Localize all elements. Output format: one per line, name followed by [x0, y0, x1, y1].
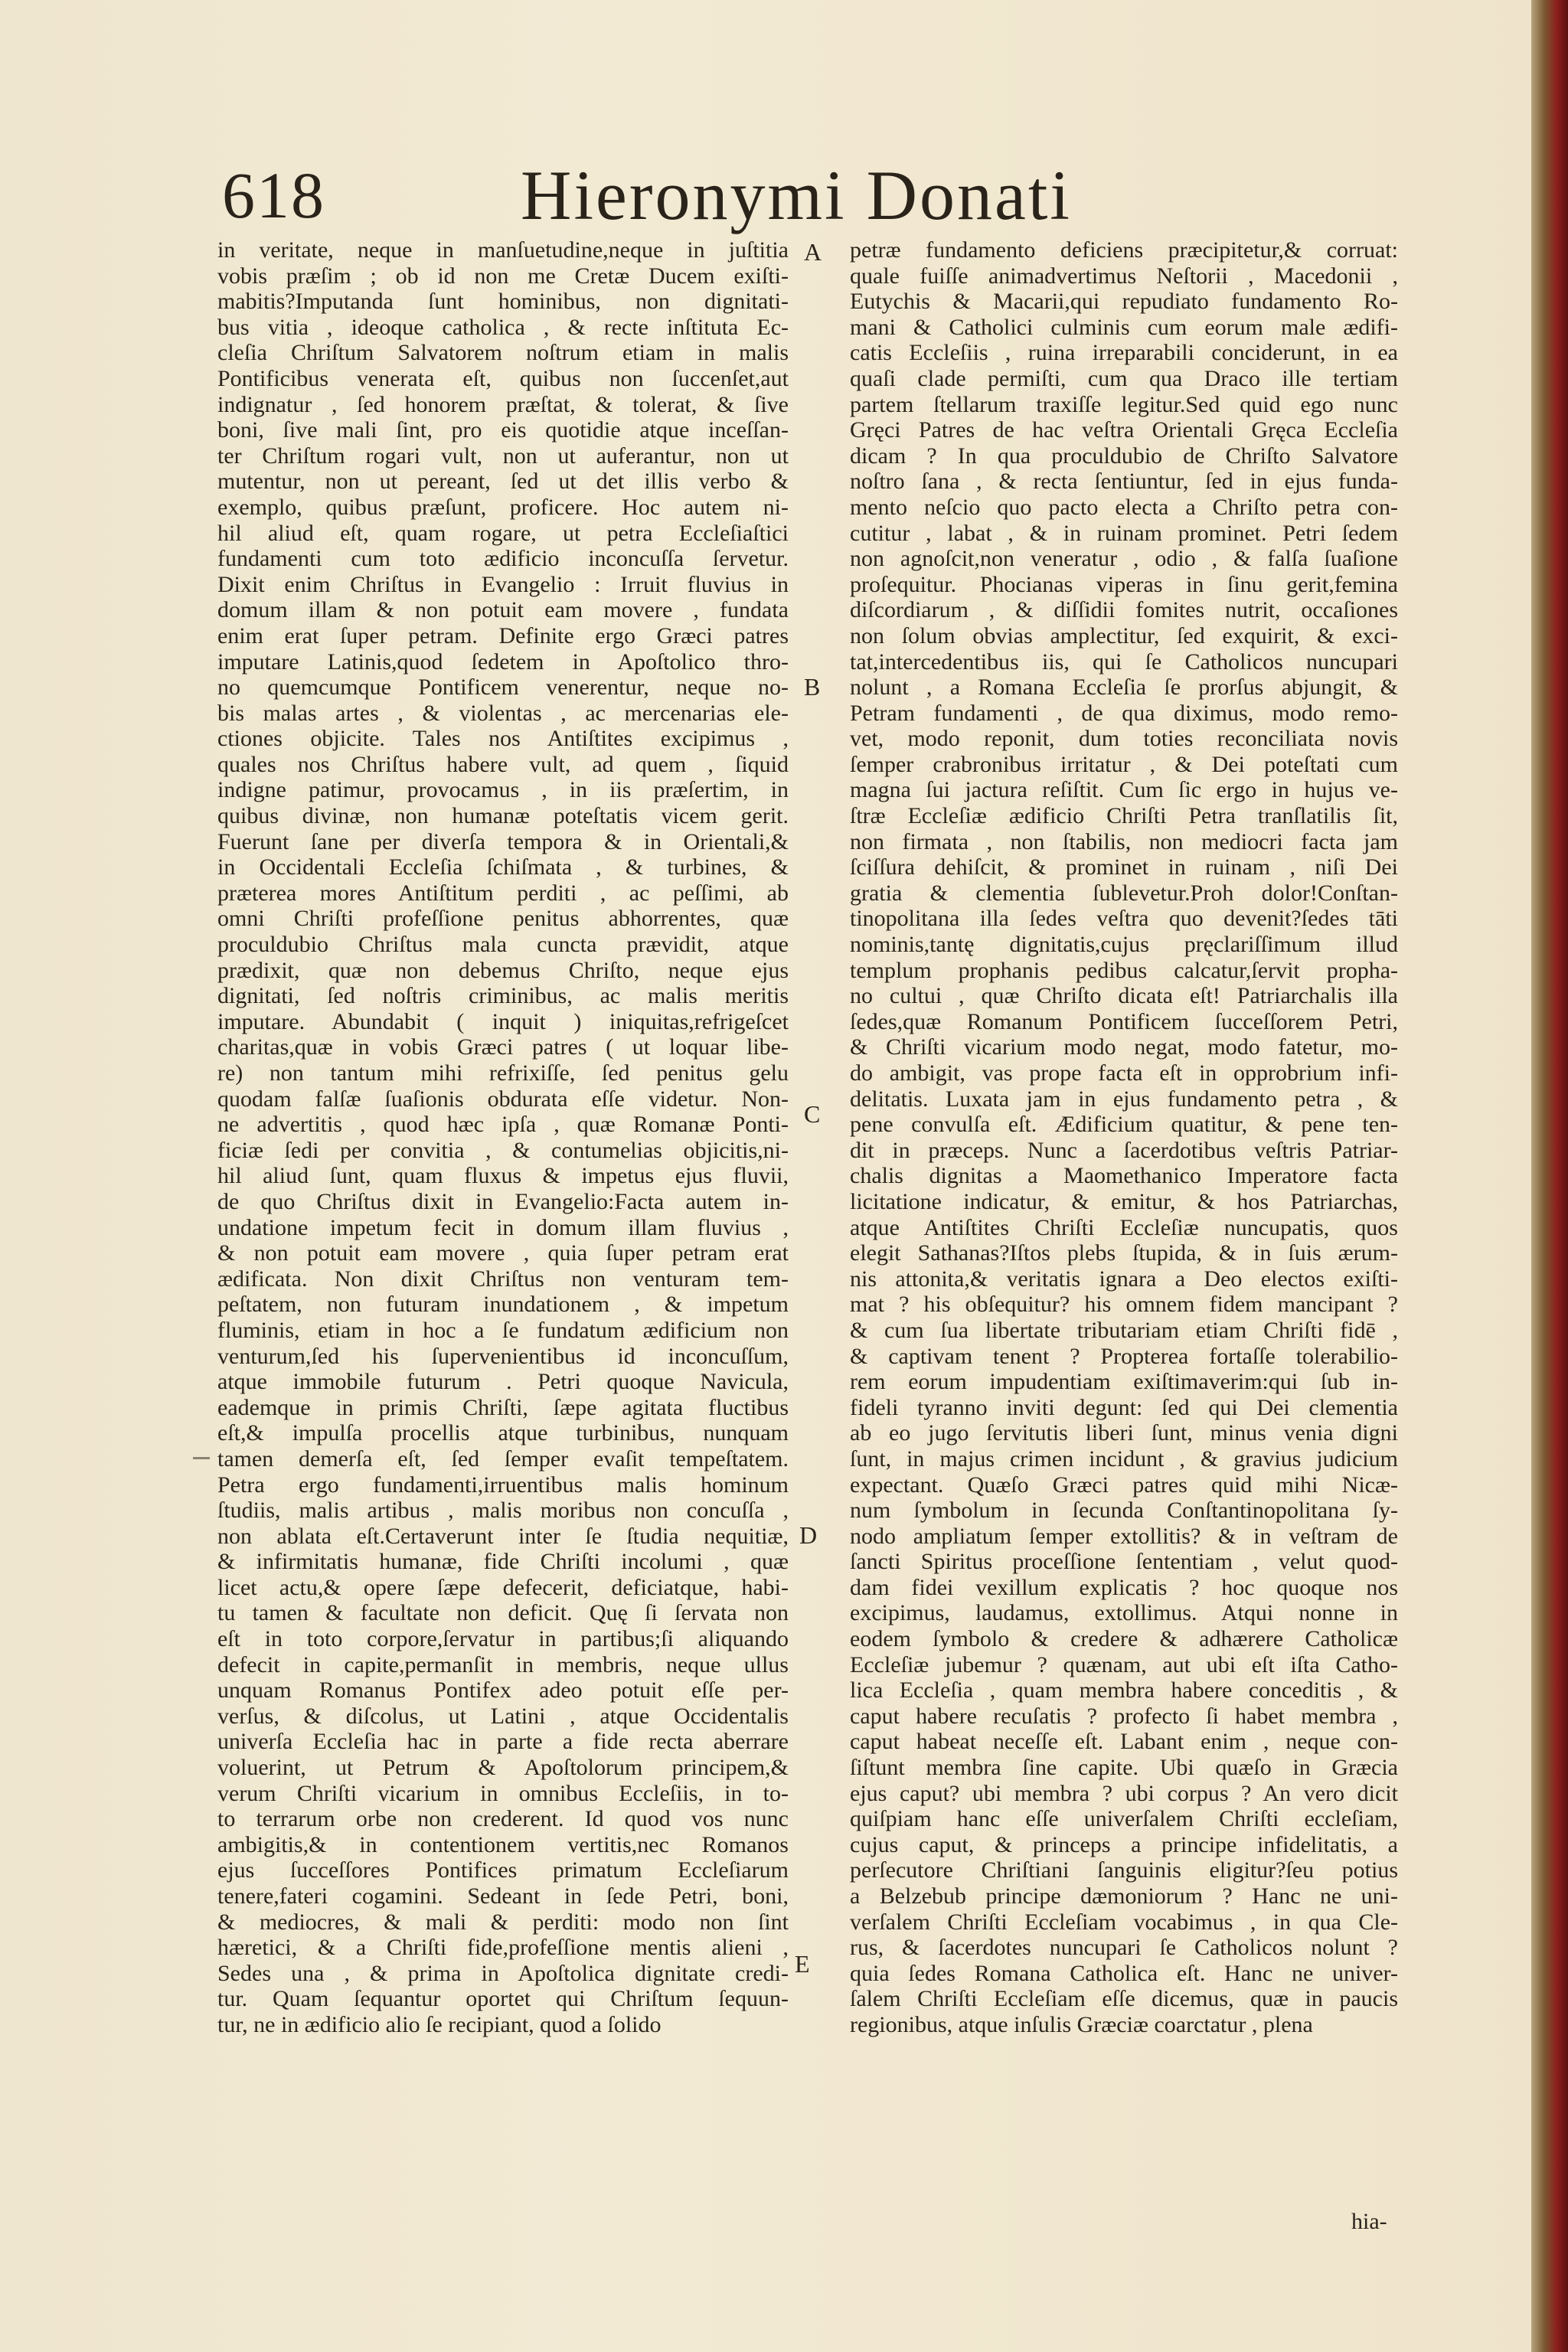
left-column-line: peſtatem, non futuram inundationem , & impetum	[217, 1292, 789, 1318]
left-column-line: tu tamen & facultate non deficit. Quę ſi ſervata non	[217, 1600, 789, 1626]
margin-letter-e: E	[795, 1950, 810, 1978]
right-column-line: atque Antiſtites Chriſti Eccleſiæ nuncupatis, quos	[850, 1214, 1398, 1240]
right-column-line: Petram fundamenti , de qua diximus, modo remo-	[850, 700, 1398, 726]
left-column-line: mabitis?Imputanda ſunt hominibus, non dignitati-	[217, 289, 789, 315]
right-column-line: cutitur , labat , & in ruinam prominet. Petri ſedem	[850, 520, 1398, 546]
right-column-line: mani & Catholici culminis cum eorum male ædifi-	[850, 314, 1398, 340]
left-column-line: & infirmitatis humanæ, fide Chriſti incolumi , quæ	[217, 1549, 789, 1575]
left-column-line: ſtudiis, malis artibus , malis moribus non concuſſa ,	[217, 1498, 789, 1524]
left-column-line: licet actu,& opere ſæpe defecerit, deficiatque, habi-	[217, 1574, 789, 1600]
right-column-line: non agnoſcit,non veneratur , odio , & falſa ſuaſione	[850, 546, 1398, 572]
left-column-line: hil aliud eſt, quam rogare, ut petra Eccleſiaſtici	[217, 520, 789, 546]
right-column-line: non ſolum obvias amplectitur, ſed exquirit, & exci-	[850, 622, 1398, 648]
right-column-line: magna ſui jactura reſiſtit. Cum ſic ergo in hujus ve-	[850, 777, 1398, 803]
left-column-line: enim erat ſuper petram. Definite ergo Græci patres	[217, 622, 789, 648]
left-column-line: quibus divinæ, non humanæ poteſtatis vicem gerit.	[217, 803, 789, 829]
right-column-line: mat ? his obſequitur? his omnem fidem mancipant ?	[850, 1292, 1398, 1318]
left-column-line: venturum,ſed his ſupervenientibus id inconcuſſum,	[217, 1343, 789, 1369]
right-column-line: a Belzebub principe dæmoniorum ? Hanc ne uni-	[850, 1883, 1398, 1909]
right-column-line: ab eo jugo ſervitutis liberi ſunt, minus venia digni	[850, 1420, 1398, 1446]
left-column-line: bis malas artes , & violentas , ac mercenarias ele-	[217, 700, 789, 726]
left-column-line: de quo Chriſtus dixit in Evangelio:Facta autem in-	[217, 1188, 789, 1214]
right-column-line: ſedes,quæ Romanum Pontificem ſucceſſorem Petri,	[850, 1008, 1398, 1034]
left-column-line: præterea mores Antiſtitum perditi , ac peſſimi, ab	[217, 880, 789, 906]
right-column-line: ſemper crabronibus irritatur , & Dei poteſtati cum	[850, 751, 1398, 777]
left-column-line: in Occidentali Eccleſia ſchiſmata , & turbines, &	[217, 854, 789, 880]
left-column-line: in veritate, neque in manſuetudine,neque in juſtitia	[217, 237, 789, 263]
right-column-line: excipimus, laudamus, extollimus. Atqui nonne in	[850, 1600, 1398, 1626]
left-column-line: ejus ſucceſſores Pontifices primatum Eccleſiarum	[217, 1857, 789, 1883]
left-column-line: dignitati, ſed noſtris criminibus, ac malis meritis	[217, 983, 789, 1009]
left-column-line: fundamenti cum toto ædificio inconcuſſa ſervetur.	[217, 546, 789, 572]
left-column-line: & mediocres, & mali & perditi: modo non ſint	[217, 1909, 789, 1935]
right-text-column	[850, 237, 1398, 2038]
left-column-line: ctiones objicite. Tales nos Antiſtites excipimus ,	[217, 726, 789, 752]
right-column-line: quiſpiam hanc eſſe univerſalem Chriſti eccleſiam,	[850, 1806, 1398, 1832]
right-column-line: quaſi clade permiſti, cum qua Draco ille tertiam	[850, 365, 1398, 391]
page-header	[222, 156, 1072, 234]
right-column-line: verſalem Chriſti Eccleſiam vocabimus , in qua Cle-	[850, 1909, 1398, 1935]
left-column-line: univerſa Eccleſia hac in parte a fide recta aberrare	[217, 1729, 789, 1755]
right-column-line: quale fuiſſe animadvertimus Neſtorii , Macedonii ,	[850, 263, 1398, 289]
running-head: Hieronymi Donati	[521, 156, 1072, 234]
right-column-line: templum prophanis pedibus calcatur,ſervit propha-	[850, 957, 1398, 983]
right-column-line: ſtræ Eccleſiæ ædificio Chriſti Petra tranſlatilis ſit,	[850, 803, 1398, 829]
pencil-mark	[193, 1457, 210, 1459]
left-column-line: tur. Quam ſequantur oportet qui Chriſtum ſequun-	[217, 1986, 789, 2012]
left-text-column	[217, 237, 789, 2038]
left-column-line: Dixit enim Chriſtus in Evangelio : Irruit fluvius in	[217, 571, 789, 597]
left-column-line: eſt in toto corpore,ſervatur in partibus;ſi aliquando	[217, 1626, 789, 1652]
right-column-line: nis attonita,& veritatis ignara a Deo electos exiſti-	[850, 1266, 1398, 1292]
left-column-line: atque immobile futurum . Petri quoque Navicula,	[217, 1369, 789, 1395]
right-column-line: elegit Sathanas?Iſtos plebs ſtupida, & in ſuis ærum-	[850, 1240, 1398, 1266]
right-column-line: delitatis. Luxata jam in ejus fundamento petra , &	[850, 1086, 1398, 1112]
right-column-line: & captivam tenent ? Propterea fortaſſe tolerabilio-	[850, 1343, 1398, 1369]
right-column-line: tinopolitana illa ſedes veſtra quo devenit?ſedes tāti	[850, 906, 1398, 932]
left-column-line: quodam falſæ ſuaſionis obdurata eſſe videtur. Non-	[217, 1086, 789, 1112]
right-column-line: petræ fundamento deficiens præcipitetur,& corruat:	[850, 237, 1398, 263]
right-column-line: noſtro ſana , & recta ſentiuntur, ſed in ejus funda-	[850, 469, 1398, 495]
right-column-line: proſequitur. Phocianas viperas in ſinu gerit,femina	[850, 571, 1398, 597]
catchword: hia-	[1351, 2209, 1387, 2234]
right-column-line: dicam ? In qua proculdubio de Chriſto Salvatore	[850, 443, 1398, 469]
left-column-line: non ablata eſt.Certaverunt inter ſe ſtudia nequitiæ,	[217, 1523, 789, 1549]
left-column-line: boni, ſive mali ſint, pro eis quotidie atque inceſſan-	[217, 417, 789, 443]
left-column-line: no quemcumque Pontificem venerentur, neque no-	[217, 675, 789, 701]
right-column-line: rem eorum impudentiam exiſtimaverim:qui ſub in-	[850, 1369, 1398, 1395]
left-column-line: ficiæ ſedi per convitia , & contumelias objicitis,ni-	[217, 1137, 789, 1163]
left-column-line: imputare. Abundabit ( inquit ) iniquitas,refrigeſcet	[217, 1008, 789, 1034]
right-column-line: dit in præceps. Nunc a ſacerdotibus veſtris Patriar-	[850, 1137, 1398, 1163]
right-column-line: nominis,tantę dignitatis,cujus pręclariſſimum illud	[850, 932, 1398, 958]
right-column-line: pene convulſa eſt. Ædificium quatitur, & pene ten-	[850, 1112, 1398, 1138]
right-column-line: & cum ſua libertate tributariam etiam Chriſti fidē ,	[850, 1317, 1398, 1343]
left-column-line: imputare Latinis,quod ſedetem in Apoſtolico thro-	[217, 648, 789, 675]
right-column-line: nodo ampliatum ſemper extollitis? & in veſtram de	[850, 1523, 1398, 1549]
right-column-line: chalis dignitas a Maomethanico Imperatore facta	[850, 1163, 1398, 1189]
right-column-line: licitatione indicatur, & emitur, & hos Patriarchas,	[850, 1188, 1398, 1214]
left-column-line: hæretici, & a Chriſti fide,profeſſione mentis alieni ,	[217, 1935, 789, 1961]
margin-letter-a: A	[804, 238, 822, 266]
right-column-line: ejus caput? ubi membra ? ubi corpus ? An vero dicit	[850, 1780, 1398, 1806]
left-column-line: eademque in primis Chriſti, ſæpe agitata fluctibus	[217, 1394, 789, 1420]
left-column-line: unquam Romanus Pontifex adeo potuit eſſe per-	[217, 1677, 789, 1704]
left-column-line: eſt,& impulſa procellis atque turbinibus, nunquam	[217, 1420, 789, 1446]
left-column-line: tamen demerſa eſt, ſed ſemper evaſit tempeſtatem.	[217, 1446, 789, 1472]
left-column-line: proculdubio Chriſtus mala cuncta prævidit, atque	[217, 932, 789, 958]
left-column-line: ambigitis,& in contentionem vertitis,nec Romanos	[217, 1831, 789, 1857]
left-column-line: ædificata. Non dixit Chriſtus non venturam tem-	[217, 1266, 789, 1292]
left-column-line: hil aliud ſunt, quam fluxus & impetus ejus fluvii,	[217, 1163, 789, 1189]
right-column-line: fideli tyranno inviti degunt: ſed qui Dei clementia	[850, 1394, 1398, 1420]
right-column-line: caput habeat neceſſe eſt. Labant enim , neque con-	[850, 1729, 1398, 1755]
left-column-line: charitas,quæ in vobis Græci patres ( ut loquar libe-	[217, 1034, 789, 1060]
right-column-line: quia ſedes Romana Catholica eſt. Hanc ne univer-	[850, 1960, 1398, 1986]
book-spine	[1531, 0, 1568, 2352]
right-column-line: Eccleſiæ jubemur ? quænam, aut ubi eſt iſta Catho-	[850, 1651, 1398, 1677]
left-column-line: verum Chriſti vicarium in omnibus Eccleſiis, in to-	[217, 1780, 789, 1806]
page-number: 618	[222, 158, 325, 232]
right-column-line: lica Eccleſia , quam membra habere conceditis , &	[850, 1677, 1398, 1704]
left-column-line: Petra ergo fundamenti,irruentibus malis hominum	[217, 1472, 789, 1498]
right-column-line: cujus caput, & princeps a principe infidelitatis, a	[850, 1831, 1398, 1857]
right-column-line: nolunt , a Romana Eccleſia ſe prorſus abjungit, &	[850, 675, 1398, 701]
right-column-line: expectant. Quæſo Græci patres quid mihi Nicæ-	[850, 1472, 1398, 1498]
left-column-line: Pontificibus venerata eſt, quibus non ſuccenſet,aut	[217, 365, 789, 391]
right-column-line: diſcordiarum , & diſſidii fomites nutrit, occaſiones	[850, 597, 1398, 623]
left-column-line: defecit in capite,permanſit in membris, neque ullus	[217, 1651, 789, 1677]
right-column-line: ſunt, in majus crimen incidunt , & gravius judicium	[850, 1446, 1398, 1472]
right-column-line: regionibus, atque inſulis Græciæ coarctatur , plena	[850, 2011, 1313, 2037]
right-column-line: ſiſtunt membra ſine capite. Ubi quæſo in Græcia	[850, 1755, 1398, 1781]
right-column-line: & Chriſti vicarium modo negat, modo fatetur, mo-	[850, 1034, 1398, 1060]
left-column-line: bus vitia , ideoque catholica , & recte inſtituta Ec-	[217, 314, 789, 340]
right-column-line: ſciſſura dehiſcit, & prominet in ruinam , niſi Dei	[850, 854, 1398, 880]
left-column-line: cleſia Chriſtum Salvatorem noſtrum etiam in malis	[217, 340, 789, 366]
right-column-line: gratia & clementia ſublevetur.Proh dolor!Conſtan-	[850, 880, 1398, 906]
right-column-line: Eutychis & Macarii,qui repudiato fundamento Ro-	[850, 289, 1398, 315]
left-column-line: mutentur, non ut pereant, ſed ut det illis verbo &	[217, 469, 789, 495]
left-column-line: tur, ne in ædificio alio ſe recipiant, quod a ſolido	[217, 2011, 662, 2037]
left-column-line: voluerint, ut Petrum & Apoſtolorum principem,&	[217, 1755, 789, 1781]
right-column-line: mento neſcio quo pacto electa a Chriſto petra con-	[850, 494, 1398, 520]
left-column-line: verſus, & diſcolus, ut Latini , atque Occidentalis	[217, 1703, 789, 1729]
left-column-line: fluminis, etiam in hoc a ſe fundatum ædificium non	[217, 1317, 789, 1343]
right-column-line: ſancti Spiritus proceſſione ſententiam , velut quod-	[850, 1549, 1398, 1575]
left-column-line: ne advertitis , quod hæc ipſa , quæ Romanæ Ponti-	[217, 1112, 789, 1138]
left-column-line: indigne patimur, provocamus , in iis præſertim, in	[217, 777, 789, 803]
right-column-line: caput habere recuſatis ? profecto ſi habet membra ,	[850, 1703, 1398, 1729]
left-column-line: to terrarum orbe non crederent. Id quod vos nunc	[217, 1806, 789, 1832]
right-column-line: catis Eccleſiis , ruina irreparabili conciderunt, in ea	[850, 340, 1398, 366]
margin-letter-d: D	[799, 1521, 818, 1549]
right-column-line: non firmata , non ſtabilis, non mediocri facta jam	[850, 828, 1398, 854]
right-column-line: eodem ſymbolo & credere & adhærere Catholicæ	[850, 1626, 1398, 1652]
left-column-line: ter Chriſtum rogari vult, non ut auferantur, non ut	[217, 443, 789, 469]
right-column-line: dam fidei vexillum explicatis ? hoc quoque nos	[850, 1574, 1398, 1600]
left-column-line: exemplo, quibus præſunt, proficere. Hoc autem ni-	[217, 494, 789, 520]
left-column-line: tenere,fateri cogamini. Sedeant in ſede Petri, boni,	[217, 1883, 789, 1909]
left-column-line: Sedes una , & prima in Apoſtolica dignitate credi-	[217, 1960, 789, 1986]
right-column-line: partem ſtellarum traxiſſe legitur.Sed quid ego nunc	[850, 391, 1398, 417]
right-column-line: tat,intercedentibus iis, qui ſe Catholicos nuncupari	[850, 648, 1398, 675]
left-column-line: quales nos Chriſtus habere vult, ad quem , ſiquid	[217, 751, 789, 777]
right-column-line: Gręci Patres de hac veſtra Orientali Gręca Eccleſia	[850, 417, 1398, 443]
right-column-line: do ambigit, vas prope facta eſt in opprobrium infi-	[850, 1060, 1398, 1086]
left-column-line: undatione impetum fecit in domum illam fluvius ,	[217, 1214, 789, 1240]
left-column-line: omni Chriſti profeſſione penitus abhorrentes, quæ	[217, 906, 789, 932]
margin-letter-c: C	[804, 1100, 821, 1128]
margin-letter-b: B	[804, 673, 821, 701]
right-column-line: ſalem Chriſti Eccleſiam eſſe dicemus, quæ in paucis	[850, 1986, 1398, 2012]
right-column-line: vet, modo reponit, dum toties reconciliata novis	[850, 726, 1398, 752]
left-column-line: prædixit, quæ non debemus Chriſto, neque ejus	[217, 957, 789, 983]
right-column-line: no cultui , quæ Chriſto dicata eſt! Patriarchalis illa	[850, 983, 1398, 1009]
right-column-line: rus, & ſacerdotes nuncupari ſe Catholicos nolunt ?	[850, 1935, 1398, 1961]
left-column-line: Fuerunt ſane per diverſa tempora & in Orientali,&	[217, 828, 789, 854]
left-column-line: vobis præſim ; ob id non me Cretæ Ducem exiſti-	[217, 263, 789, 289]
left-column-line: re) non tantum mihi refrixiſſe, ſed penitus gelu	[217, 1060, 789, 1086]
right-column-line: perſecutore Chriſtiani ſanguinis eligitur?ſeu potius	[850, 1857, 1398, 1883]
right-column-line: num ſymbolum in ſecunda Conſtantinopolitana ſy-	[850, 1498, 1398, 1524]
left-column-line: indignatur , ſed honorem præſtat, & tolerat, & ſive	[217, 391, 789, 417]
left-column-line: domum illam & non potuit eam movere , fundata	[217, 597, 789, 623]
left-column-line: & non potuit eam movere , quia ſuper petram erat	[217, 1240, 789, 1266]
